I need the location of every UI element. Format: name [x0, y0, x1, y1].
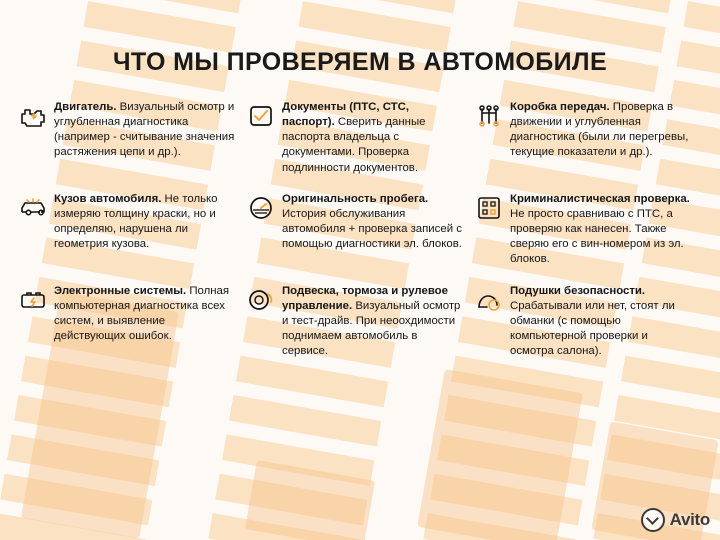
item-body: Визуальный осмотр и углубленная диагностика (например - считывание значения растяжения цепи и др.).	[54, 101, 235, 159]
background-blotch	[245, 460, 375, 540]
avito-watermark-label: Avito	[669, 510, 710, 529]
item-heading: Подвеска, тормоза и рулевое управление.	[282, 284, 448, 312]
item-body: Срабатывали или нет, стоят ли обманки (с помощью компьютерной проверки и осмотра салона).	[510, 299, 675, 358]
item-body: Сверить данные паспорта владельца с документами. Проверка подлинности документов.	[282, 116, 426, 174]
item-heading: Криминалистическая проверка.	[510, 192, 690, 205]
item-body: Проверка в движении и углубленная диагностика (были ли перегревы, текущие показатели и др.).	[510, 101, 689, 159]
checklist-item-engine	[18, 100, 246, 176]
checklist-item-documents	[246, 100, 474, 176]
checklist-item-text	[510, 100, 692, 161]
item-heading: Оригинальность пробега.	[282, 192, 429, 205]
checklist-item-text	[282, 192, 464, 253]
checklist-grid	[18, 100, 702, 359]
item-body: История обслуживания автомобиля + проверка записей с помощью диагностики эл. блоков.	[282, 207, 462, 251]
item-body: Полная компьютерная диагностика всех систем, и выявление действующих ошибок.	[54, 284, 230, 343]
checklist-item-text	[510, 284, 692, 360]
item-heading: Двигатель.	[54, 101, 117, 113]
airbag-icon	[474, 285, 504, 315]
item-heading: Электронные системы.	[54, 284, 187, 297]
item-body: Не только измеряю толщину краски, но и определяю, нарушена ли геометрия кузова.	[54, 192, 218, 251]
checklist-item-electronics	[18, 284, 246, 360]
checklist-item-text	[54, 284, 236, 345]
page-title: ЧТО МЫ ПРОВЕРЯЕМ В АВТОМОБИЛЕ	[112, 48, 608, 76]
battery-electronics-icon	[18, 285, 48, 315]
checklist-item-text	[54, 192, 236, 253]
avito-logo-icon	[641, 508, 665, 532]
item-heading: Документы (ПТС, СТС, паспорт).	[282, 101, 409, 129]
checklist-item-gearbox	[474, 100, 702, 176]
item-heading: Подушки безопасности.	[510, 284, 646, 297]
background-blotch	[417, 369, 583, 540]
engine-icon	[18, 101, 48, 131]
checklist-item-text	[282, 284, 464, 360]
forensic-check-icon	[474, 193, 504, 223]
odometer-icon	[246, 193, 276, 223]
checklist-item-mileage	[246, 192, 474, 268]
checklist-item-text	[510, 192, 692, 268]
checklist-item-text	[282, 100, 464, 176]
checklist-item-suspension	[246, 284, 474, 360]
item-heading: Кузов автомобиля.	[54, 192, 162, 205]
checklist-item-car-body	[18, 192, 246, 268]
car-body-icon	[18, 193, 48, 223]
item-heading: Коробка передач.	[510, 101, 610, 113]
suspension-brake-icon	[246, 285, 276, 315]
checklist-item-forensic	[474, 192, 702, 268]
checklist-item-text	[54, 100, 236, 161]
item-body: Визуальный осмотр и тест-драйв. При неоохдимости поднимаем автомобиль в сервисе.	[282, 299, 461, 358]
gearbox-icon	[474, 101, 504, 131]
item-body: Не просто сравниваю с ПТС, а проверяю как нанесен. Также сверяю его с вин-номером из эл. блоков.	[510, 207, 684, 266]
avito-watermark	[641, 508, 710, 532]
checklist-document-icon	[246, 101, 276, 131]
checklist-item-airbags	[474, 284, 702, 360]
